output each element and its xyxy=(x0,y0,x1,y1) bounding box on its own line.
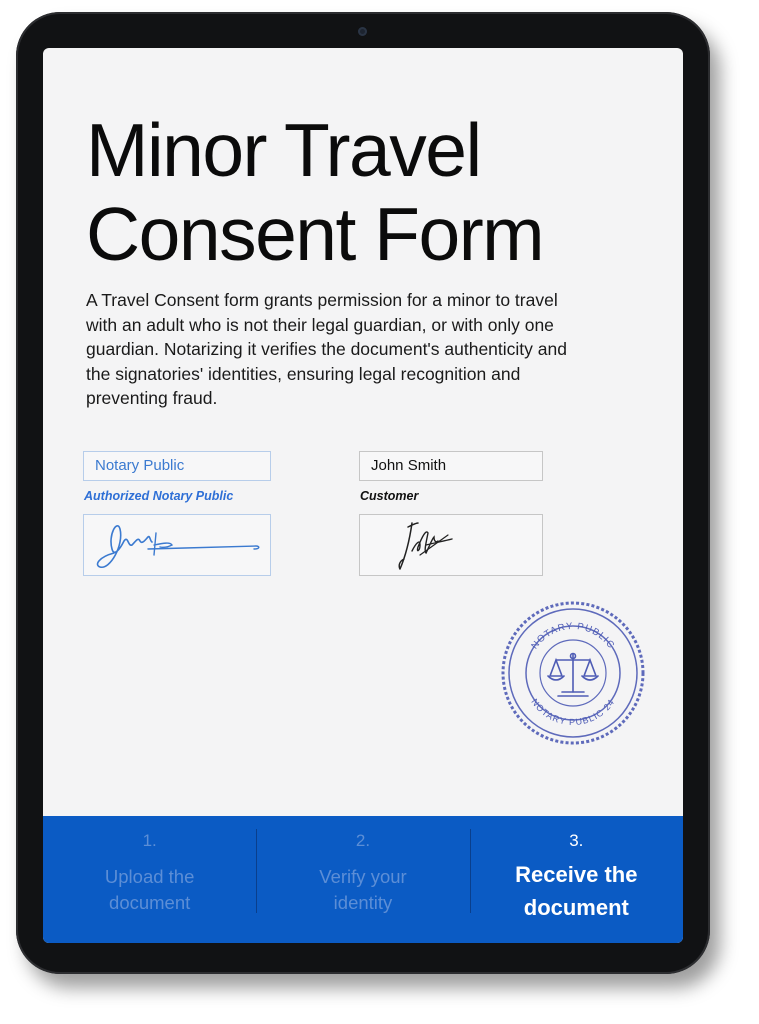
svg-text:NOTARY PUBLIC xyxy=(529,621,616,651)
notary-caption: Authorized Notary Public xyxy=(84,489,234,503)
step-number: 3. xyxy=(569,831,584,850)
step-label: Upload the document xyxy=(104,866,195,913)
step-label: Verify your identity xyxy=(319,866,407,913)
seal-top-text: NOTARY PUBLIC xyxy=(529,620,617,652)
customer-signature-icon xyxy=(360,515,542,575)
notary-name-field[interactable]: Notary Public xyxy=(83,451,271,481)
step-receive[interactable] xyxy=(470,816,683,943)
camera-icon xyxy=(358,27,367,36)
tablet-screen xyxy=(43,48,683,943)
notary-seal xyxy=(498,598,648,748)
step-number: 1. xyxy=(142,831,157,850)
step-upload[interactable] xyxy=(43,816,256,943)
notary-signature-icon xyxy=(84,515,270,575)
notary-signature-box[interactable] xyxy=(83,514,271,576)
form-description: A Travel Consent form grants permission for a minor to travel with an adult who is not their legal guardian, or with only one guardian. Notarizing it verifies the document's authenticity and the signatories' identities, ensuring legal recognition and preventing fraud. xyxy=(86,290,567,408)
customer-name-field[interactable]: John Smith xyxy=(359,451,543,481)
scales-of-justice-icon xyxy=(548,654,598,697)
process-steps xyxy=(43,816,683,943)
seal-bottom-text: NOTARY PUBLIC 24 xyxy=(529,696,617,728)
page-title: Minor Travel Consent Form xyxy=(86,108,544,276)
tablet-device xyxy=(16,12,710,974)
svg-text:NOTARY PUBLIC 24 xyxy=(529,697,616,727)
step-number: 2. xyxy=(355,831,371,850)
step-label: Receive the document xyxy=(515,862,638,920)
customer-caption: Customer xyxy=(360,489,419,503)
step-verify[interactable] xyxy=(256,816,469,943)
customer-signature-box[interactable] xyxy=(359,514,543,576)
